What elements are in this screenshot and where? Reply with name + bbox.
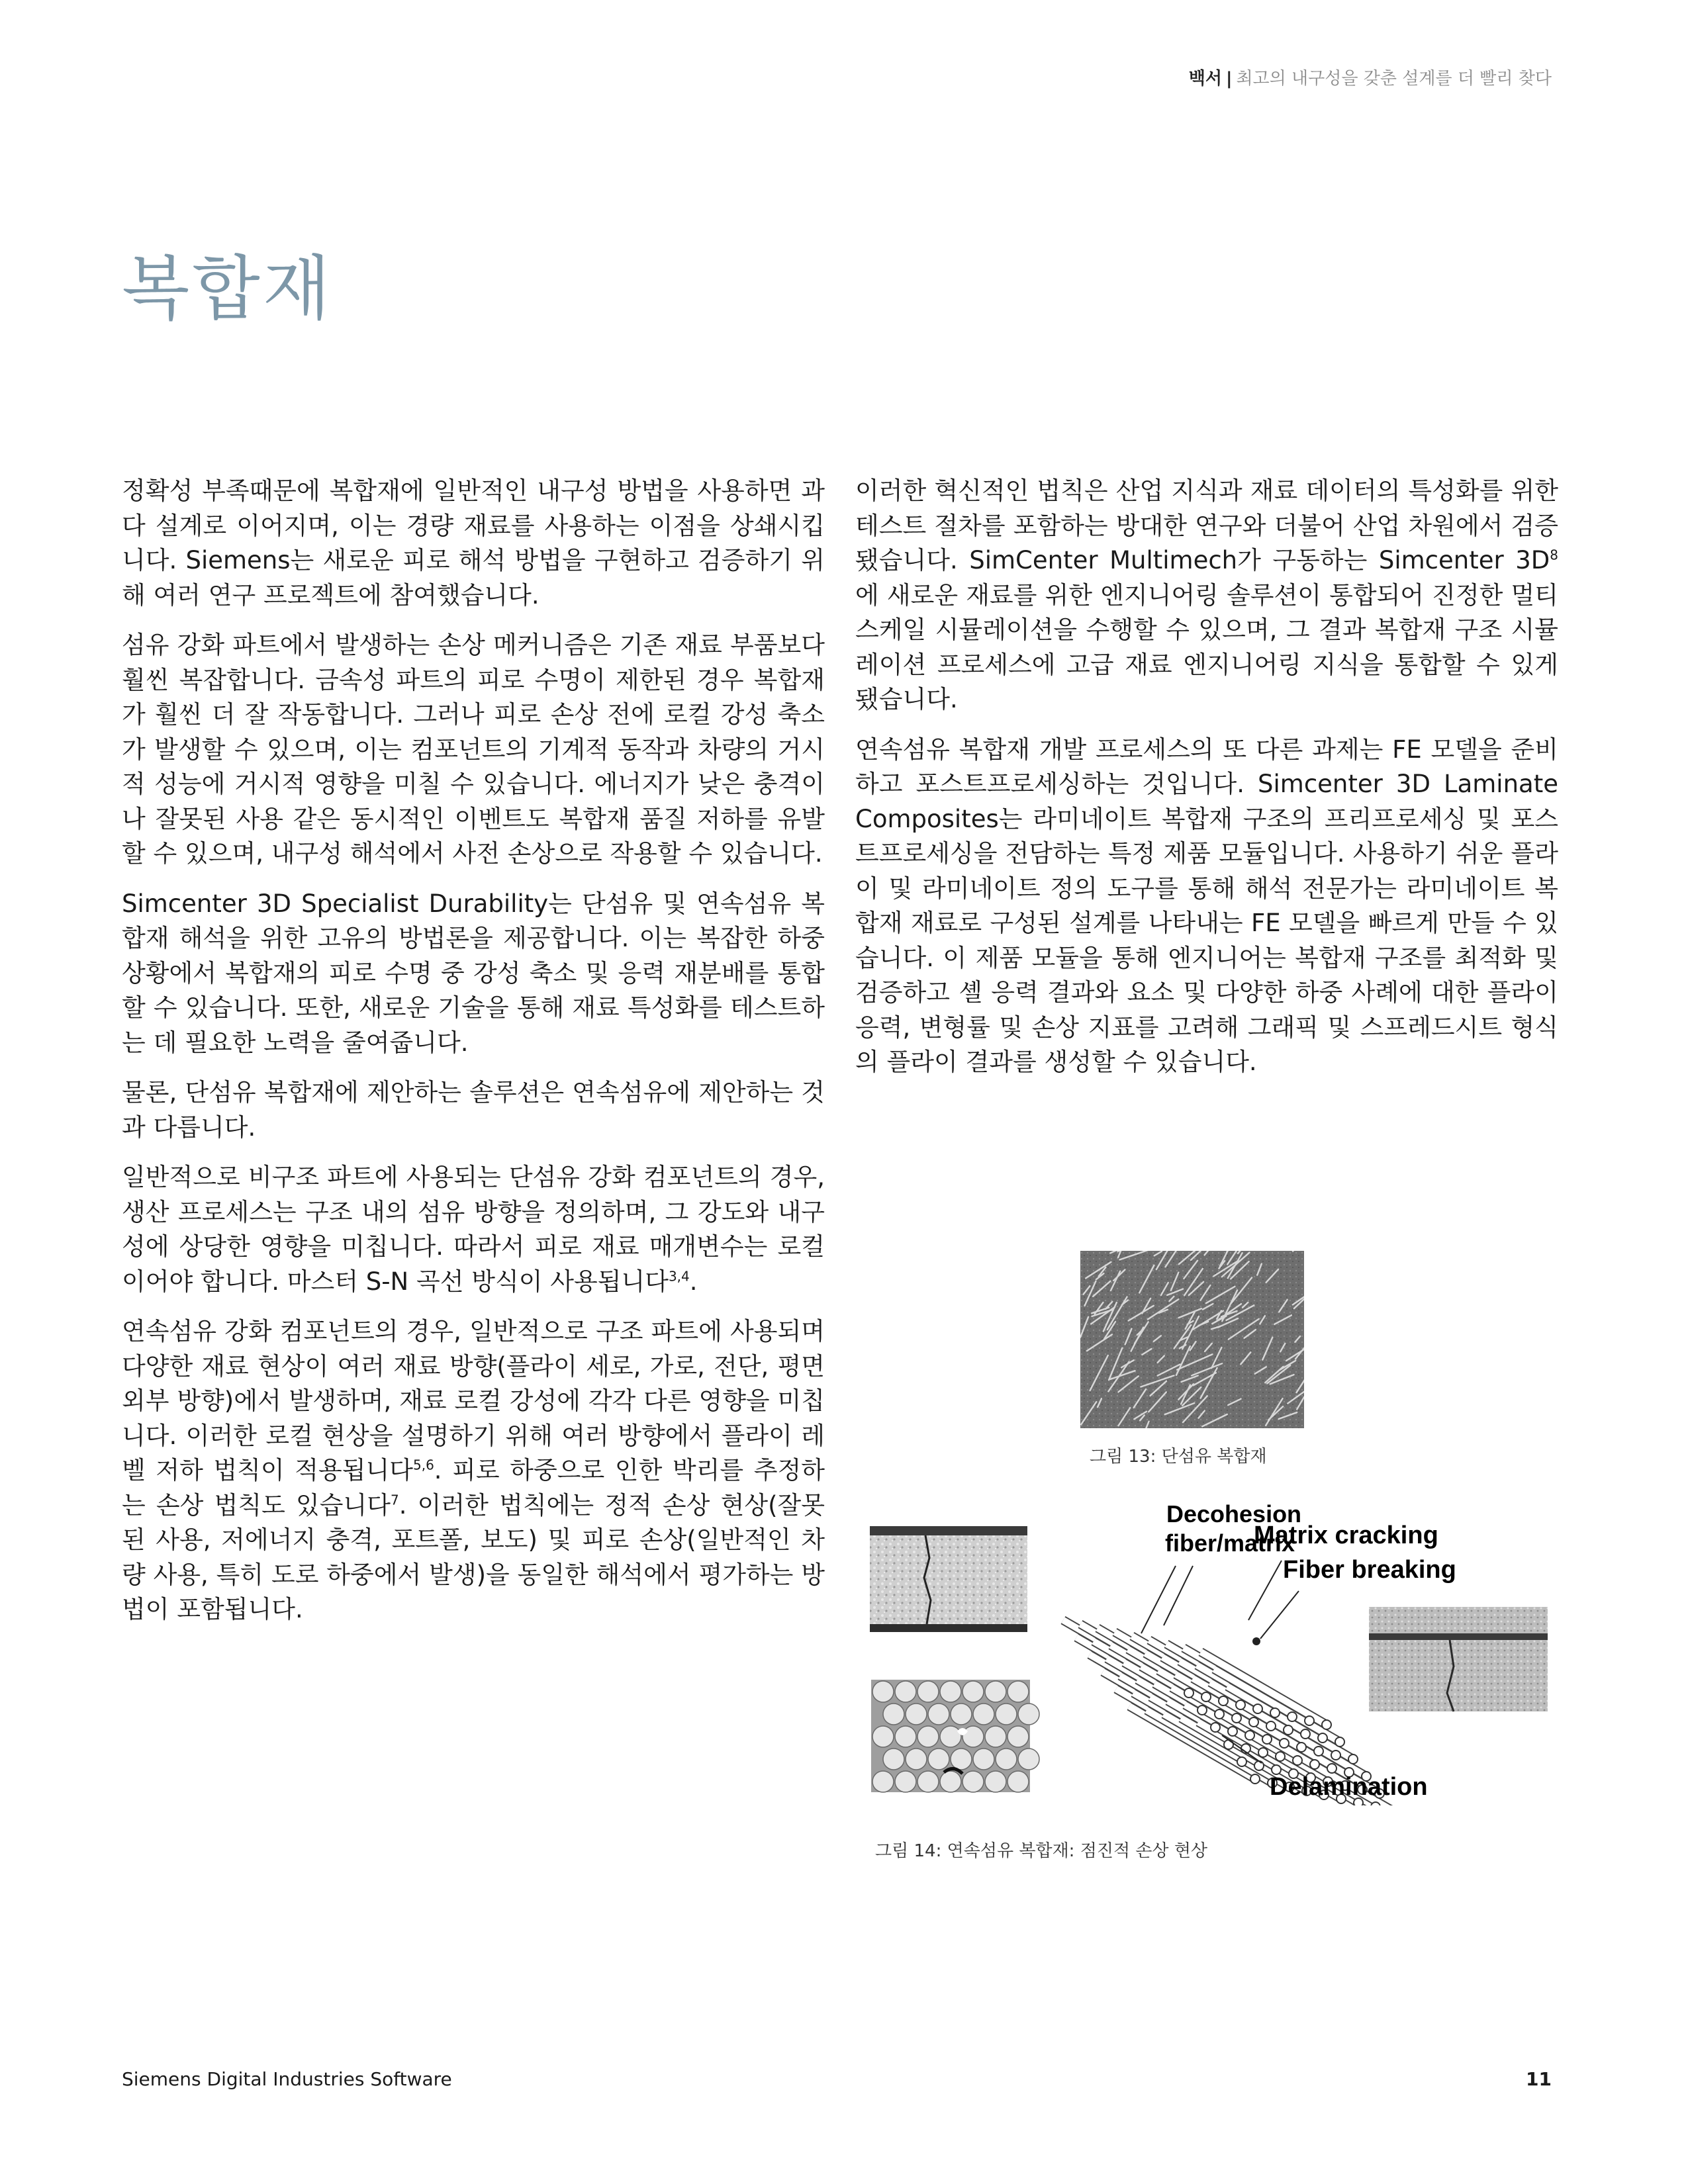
fiber-end xyxy=(1318,1733,1327,1743)
fiber-end xyxy=(1236,1700,1245,1709)
fiber-cross-section xyxy=(1008,1771,1029,1792)
fiber-end xyxy=(1215,1709,1224,1719)
fiber-end xyxy=(1262,1735,1272,1744)
fiber-cross-section xyxy=(962,1681,984,1702)
p6-text-a: 연속섬유 강화 컴포넌트의 경우, 일반적으로 구조 파트에 사용되며 다양한 재료 현상이 여러 재료 방향(플라이 세로, 가로, 전단, 평면 외부 방향)에서 발생하며, 재료 로컬 강성에 각각 다른 영향을 미칩니다. 이러한 로컬 현상을 설명하기 위해 여러 방향에서 플라이 레벨 저하 법칙이 적용됩니다 xyxy=(122,1317,825,1484)
fiber-cross-section xyxy=(906,1749,927,1770)
fiber-end xyxy=(1276,1752,1285,1761)
fiber-cross-section xyxy=(895,1726,916,1747)
left-paragraph-2: 섬유 강화 파트에서 발생하는 손상 메커니즘은 기존 재료 부품보다 훨씬 복잡합니다. 금속성 파트의 피로 수명이 제한된 경우 복합재가 훨씬 더 잘 작동합니다. 그러나 피로 손상 전에 로컬 강성 축소가 발생할 수 있으며, 이는 컴포넌트의 기계적 동작과 차량의 거시적 성능에 거시적 영향을 미칠 수 있습니다. 에너지가 낮은 충격이나 잘못된 사용 같은 동시적인 이벤트도 복합재 품질 저하를 유발할 수 있으며, 내구성 해석에서 사전 손상으로 작용할 수 있습니다. xyxy=(122,631,825,868)
page-number: 11 xyxy=(1526,2068,1552,2090)
fiber-end xyxy=(1224,1740,1233,1749)
fiber-end xyxy=(1371,1802,1380,1805)
left-paragraph-6 xyxy=(122,1314,825,1627)
fiber-end xyxy=(1266,1721,1276,1731)
figure-13-caption: 그림 13: 단섬유 복합재 xyxy=(1090,1447,1267,1467)
fiber-cross-section xyxy=(883,1704,904,1725)
p6-text-b: . 피로 하중으로 인한 박리를 추정하는 손상 법칙도 있습니다 xyxy=(122,1456,825,1520)
left-column xyxy=(122,474,825,1643)
fiber-cross-section xyxy=(985,1681,1006,1702)
fiber-cross-section xyxy=(872,1771,894,1792)
label-delamination: Delamination xyxy=(1270,1773,1428,1801)
footnote-ref: 3,4 xyxy=(668,1268,690,1285)
left-paragraph-4: 물론, 단섬유 복합재에 제안하는 솔루션은 연속섬유에 제안하는 것과 다릅니다. xyxy=(122,1078,825,1142)
fiber-end xyxy=(1184,1688,1194,1698)
p6-text-c: . 이러한 법칙에는 정적 손상 현상(잘못된 사용, 저에너지 충격, 포트폴, 보도) 및 피로 손상(일반적인 차량 사용, 특히 도로 하중에서 발생)을 동일한 해석에서 평가하는 방법이 포함됩니다. xyxy=(122,1490,825,1623)
r-p1-text-a: 이러한 혁신적인 법칙은 산업 지식과 재료 데이터의 특성화를 위한 테스트 절차를 포함하는 방대한 연구와 더불어 산업 차원에서 검증됐습니다. SimCenter Multimech가 구동하는 Simcenter 3D xyxy=(855,477,1558,574)
fiber-end xyxy=(1237,1757,1246,1766)
fiber-end xyxy=(1232,1713,1241,1723)
fiber-end xyxy=(1293,1756,1302,1765)
label-fiber-breaking: Fiber breaking xyxy=(1283,1556,1456,1584)
fiber-cross-section xyxy=(940,1681,961,1702)
fiber-end xyxy=(1253,1704,1262,1713)
header-separator: | xyxy=(1225,69,1233,89)
figure-14-caption: 그림 14: 연속섬유 복합재: 점진적 손상 현상 xyxy=(875,1841,1208,1861)
fiber-cross-section xyxy=(917,1681,939,1702)
fiber-cross-section xyxy=(973,1704,994,1725)
fiber-cross-section xyxy=(1018,1704,1039,1725)
fiber-end xyxy=(1335,1737,1344,1747)
page-title: 복합재 xyxy=(122,248,334,330)
fiber-cross-section xyxy=(996,1749,1017,1770)
fiber-end xyxy=(1322,1720,1331,1729)
fiber-end xyxy=(1250,1774,1260,1784)
fiber-end xyxy=(1245,1731,1254,1740)
fiber-end xyxy=(1284,1725,1293,1735)
fiber-end xyxy=(1270,1708,1280,1717)
fiber-end xyxy=(1249,1717,1258,1727)
fiber-cross-section xyxy=(985,1726,1006,1747)
fiber-end xyxy=(1310,1760,1319,1769)
fiber-cross-section xyxy=(962,1771,984,1792)
right-column xyxy=(855,474,1558,1095)
left-paragraph-1: 정확성 부족때문에 복합재에 일반적인 내구성 방법을 사용하면 과다 설계로 이어지며, 이는 경량 재료를 사용하는 이점을 상쇄시킵니다. Siemens는 새로운 피로 해석 방법을 구현하고 검증하기 위해 여러 연구 프로젝트에 참여했습니다. xyxy=(122,477,825,610)
fiber-cross-section xyxy=(917,1771,939,1792)
fiber-cross-section xyxy=(1008,1726,1029,1747)
fiber-cross-section xyxy=(973,1749,994,1770)
footnote-ref: 5,6 xyxy=(412,1457,434,1473)
p5-text: 일반적으로 비구조 파트에 사용되는 단섬유 강화 컴포넌트의 경우, 생산 프로세스는 구조 내의 섬유 방향을 정의하며, 그 강도와 내구성에 상당한 영향을 미칩니다. 따라서 피로 재료 매개변수는 로컬이어야 합니다. 마스터 S-N 곡선 방식이 사용됩니다 xyxy=(122,1163,825,1296)
continuous-fiber-damage-diagram xyxy=(865,1494,1549,1805)
fiber-end xyxy=(1211,1723,1220,1732)
label-decohesion: Decohesion xyxy=(1166,1500,1302,1527)
fiber-cross-section xyxy=(895,1771,916,1792)
fiber-cross-section xyxy=(940,1771,961,1792)
footer-company: Siemens Digital Industries Software xyxy=(122,2068,452,2090)
fiber-end xyxy=(1201,1692,1211,1702)
fiber-end xyxy=(1327,1764,1336,1773)
fiber-end xyxy=(1219,1696,1228,1706)
fiber-end xyxy=(1331,1751,1340,1760)
right-paragraph-2: 연속섬유 복합재 개발 프로세스의 또 다른 과제는 FE 모델을 준비하고 포스트프로세싱하는 것입니다. Simcenter 3D Laminate Composites는 라미네이트 복합재 구조의 프리프로세싱 및 포스트프로세싱을 전담하는 특정 제품 모듈입니다. 사용하기 쉬운 플라이 및 라미네이트 정의 도구를 통해 해석 전문가는 라미네이트 복합재 재료로 구성된 설계를 나타내는 FE 모델을 빠르게 만들 수 있습니다. 이 제품 모듈을 통해 엔지니어는 복합재 구조를 최적화 및 검증하고 셸 응력 결과와 요소 및 다양한 하중 사례에 대한 플라이 응력, 변형률 및 손상 지표를 고려해 그래픽 및 스프레드시트 형식의 플라이 결과를 생성할 수 있습니다. xyxy=(855,735,1558,1076)
fiber-cross-section xyxy=(985,1771,1006,1792)
footnote-ref: 7 xyxy=(391,1492,399,1508)
left-paragraph-3: Simcenter 3D Specialist Durability는 단섬유 및 연속섬유 복합재 해석을 위한 고유의 방법론을 제공합니다. 이는 복잡한 하중 상황에서 복합재의 피로 수명 중 강성 축소 및 응력 재분배를 통합할 수 있습니다. 또한, 새로운 기술을 통해 재료 특성화를 테스트하는 데 필요한 노력을 줄여줍니다. xyxy=(122,889,825,1057)
fiber-cross-section xyxy=(928,1749,949,1770)
label-fiber-matrix: fiber/matrix xyxy=(1165,1529,1295,1557)
fiber-cross-section xyxy=(951,1749,972,1770)
fiber-cross-section xyxy=(928,1704,949,1725)
footnote-ref: 8 xyxy=(1550,547,1558,563)
fiber-end xyxy=(1348,1754,1358,1764)
fiber-cross-section xyxy=(872,1726,894,1747)
fiber-end xyxy=(1197,1706,1207,1715)
header-label: 백서 xyxy=(1188,69,1222,89)
r-p1-text-b: 에 새로운 재료를 위한 엔지니어링 솔루션이 통합되어 진정한 멀티스케일 시뮬레이션을 수행할 수 있으며, 그 결과 복합재 구조 시뮬레이션 프로세스에 고급 재료 엔지니어링 지식을 통합할 수 있게 됐습니다. xyxy=(855,580,1558,713)
fiber-end xyxy=(1297,1743,1306,1752)
matrix-cracking-micrograph xyxy=(870,1526,1027,1632)
label-matrix-cracking: Matrix cracking xyxy=(1254,1522,1438,1549)
fiber-breaking-micrograph xyxy=(871,1680,1039,1792)
right-paragraph-1 xyxy=(855,474,1558,717)
fiber-end xyxy=(1258,1748,1268,1757)
p5-end: . xyxy=(689,1267,698,1296)
fiber-end xyxy=(1228,1727,1237,1736)
fiber-cross-section xyxy=(872,1681,894,1702)
fiber-end xyxy=(1280,1739,1289,1748)
fiber-end xyxy=(1305,1716,1314,1725)
fiber-cross-section xyxy=(940,1726,961,1747)
fiber-cross-section xyxy=(917,1726,939,1747)
fiber-cross-section xyxy=(951,1704,972,1725)
fiber-end xyxy=(1288,1712,1297,1721)
header-subtitle: 최고의 내구성을 갖춘 설계를 더 빨리 찾다 xyxy=(1236,69,1552,89)
fiber-end xyxy=(1254,1761,1264,1770)
fiber-cross-section xyxy=(1008,1681,1029,1702)
fiber-cross-section xyxy=(883,1749,904,1770)
page-header xyxy=(1189,65,1552,89)
fiber-cross-section xyxy=(906,1704,927,1725)
fiber-cross-section xyxy=(895,1681,916,1702)
delamination-micrograph xyxy=(1369,1607,1548,1711)
left-paragraph-5 xyxy=(122,1160,825,1299)
fiber-cross-section xyxy=(996,1704,1017,1725)
fiber-end xyxy=(1301,1729,1310,1739)
fiber-cross-section xyxy=(1018,1749,1039,1770)
short-fiber-micrograph-image xyxy=(1080,1251,1304,1428)
fiber-end xyxy=(1314,1747,1323,1756)
